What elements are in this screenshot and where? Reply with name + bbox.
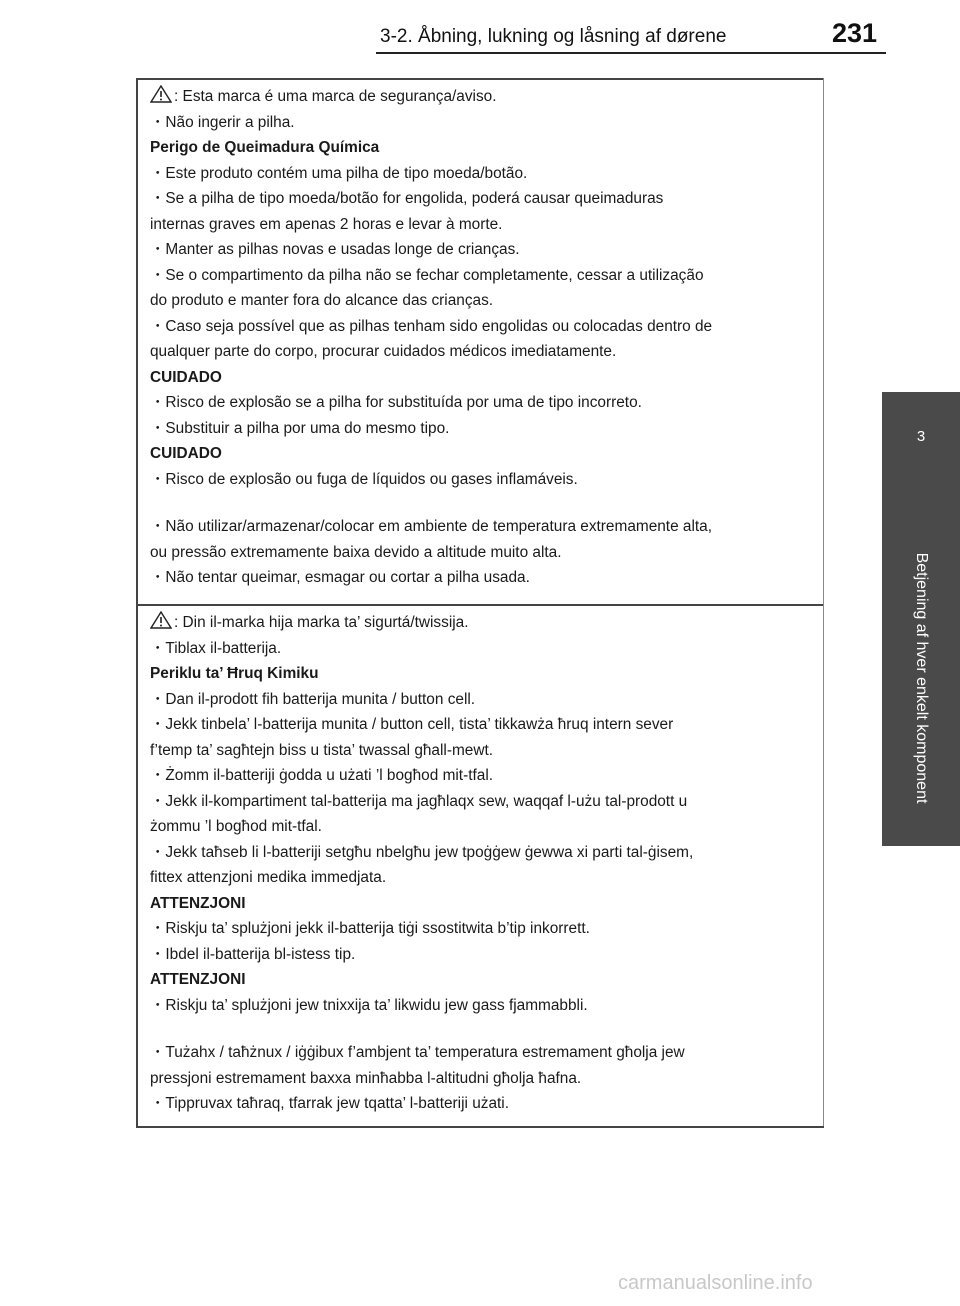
- text-line: ・Este produto contém uma pilha de tipo moeda/botão.: [150, 164, 528, 182]
- text-line: ・Tiblax il-batterija.: [150, 639, 282, 657]
- panel-border: [823, 604, 824, 1128]
- text-line: ・Risco de explosão ou fuga de líquidos ou gases inflamáveis.: [150, 470, 578, 488]
- text-line: ・Caso seja possível que as pilhas tenham sido engolidas ou colocadas dentro de: [150, 317, 713, 335]
- text-line: ・Żomm il-batteriji ġodda u użati ’l bogħod mit-tfal.: [150, 767, 494, 784]
- chapter-side-tab: [882, 392, 960, 846]
- text-line: do produto e manter fora do alcance das crianças.: [150, 292, 494, 309]
- warning-triangle-icon: [150, 611, 172, 629]
- panel-border: [136, 604, 824, 606]
- intro-line: [150, 84, 815, 110]
- text-line: ・Ibdel il-batterija bl-istess tip.: [150, 945, 356, 963]
- section-heading: ATTENZJONI: [150, 971, 246, 988]
- panel-border: [136, 78, 824, 80]
- text-line: ・Riskju ta’ splużjoni jew tnixxija ta’ likwidu jew gass fjammabbli.: [150, 996, 588, 1014]
- panel-text: [150, 610, 815, 1117]
- text-line: ・Jekk il-kompartiment tal-batterija ma jagħlaqx sew, waqqaf l-użu tal-prodott u: [150, 792, 688, 810]
- text-line: internas graves em apenas 2 horas e levar à morte.: [150, 215, 503, 233]
- text-line: ・Manter as pilhas novas e usadas longe de crianças.: [150, 241, 520, 258]
- text-line: ・Tippruvax taħraq, tfarrak jew tqatta’ l-batteriji użati.: [150, 1095, 509, 1112]
- panel-text: [150, 84, 815, 591]
- section-heading: ATTENZJONI: [150, 894, 246, 912]
- section-title: 3-2. Åbning, lukning og låsning af dørene: [380, 26, 727, 47]
- text-line: ・Não utilizar/armazenar/colocar em ambiente de temperatura extremamente alta,: [150, 518, 713, 535]
- panel-border: [136, 604, 138, 1128]
- text-line: ・Riskju ta’ splużjoni jekk il-batterija tiġi ssostitwita b’tip inkorrett.: [150, 920, 590, 937]
- chapter-label: Betjening af hver enkelt komponent: [913, 552, 930, 804]
- panel-border: [136, 78, 138, 604]
- text-line: ・Não ingerir a pilha.: [150, 113, 295, 131]
- page-header: [0, 0, 960, 62]
- spacer: [150, 1018, 815, 1040]
- spacer: [150, 492, 815, 514]
- text-line: żommu ’l bogħod mit-tfal.: [150, 818, 322, 835]
- text-line: ・Não tentar queimar, esmagar ou cortar a pilha usada.: [150, 569, 530, 586]
- page-number: 231: [832, 18, 878, 48]
- section-heading: Periklu ta’ Ħruq Kimiku: [150, 665, 319, 682]
- text-line: ・Dan il-prodott fih batterija munita / button cell.: [150, 690, 476, 708]
- text-line: ・Jekk taħseb li l-batteriji setgħu nbelgħu jew tpoġġew ġewwa xi parti tal-ġisem,: [150, 843, 694, 861]
- text-line: ・Substituir a pilha por uma do mesmo tipo.: [150, 419, 450, 437]
- panel-border: [823, 78, 824, 604]
- text-line: ・Risco de explosão se a pilha for substituída por uma de tipo incorreto.: [150, 394, 642, 411]
- text-line: ・Se o compartimento da pilha não se fechar completamente, cessar a utilização: [150, 266, 704, 284]
- panel-border: [136, 1126, 824, 1128]
- site-watermark: carmanualsonline.info: [618, 1272, 813, 1294]
- section-heading: CUIDADO: [150, 368, 222, 386]
- section-heading: CUIDADO: [150, 445, 222, 462]
- intro-text: : Din il-marka hija marka ta’ sigurtá/twissija.: [174, 614, 469, 631]
- section-heading: Perigo de Queimadura Química: [150, 139, 380, 156]
- text-line: qualquer parte do corpo, procurar cuidados médicos imediatamente.: [150, 343, 617, 360]
- text-line: ・Se a pilha de tipo moeda/botão for engolida, poderá causar queimaduras: [150, 190, 664, 207]
- warning-panel-maltese: [136, 604, 824, 1128]
- text-line: ・Tużahx / taħżnux / iġġibux f’ambjent ta’ temperatura estremament għolja jew: [150, 1044, 685, 1061]
- text-line: pressjoni estremament baxxa minħabba l-altitudni għolja ħafna.: [150, 1069, 582, 1087]
- text-line: f’temp ta’ sagħtejn biss u tista’ twassal għall-mewt.: [150, 741, 494, 759]
- intro-text: : Esta marca é uma marca de segurança/aviso.: [174, 88, 497, 105]
- warning-panel-portuguese: [136, 78, 824, 604]
- text-line: ・Jekk tinbela’ l-batterija munita / button cell, tista’ tikkawża ħruq intern sever: [150, 716, 674, 733]
- text-line: fittex attenzjoni medika immedjata.: [150, 869, 387, 886]
- chapter-number: 3: [916, 428, 926, 445]
- warning-triangle-icon: [150, 85, 172, 103]
- intro-line: [150, 610, 815, 636]
- header-rule: [376, 52, 886, 54]
- text-line: ou pressão extremamente baixa devido a altitude muito alta.: [150, 543, 562, 561]
